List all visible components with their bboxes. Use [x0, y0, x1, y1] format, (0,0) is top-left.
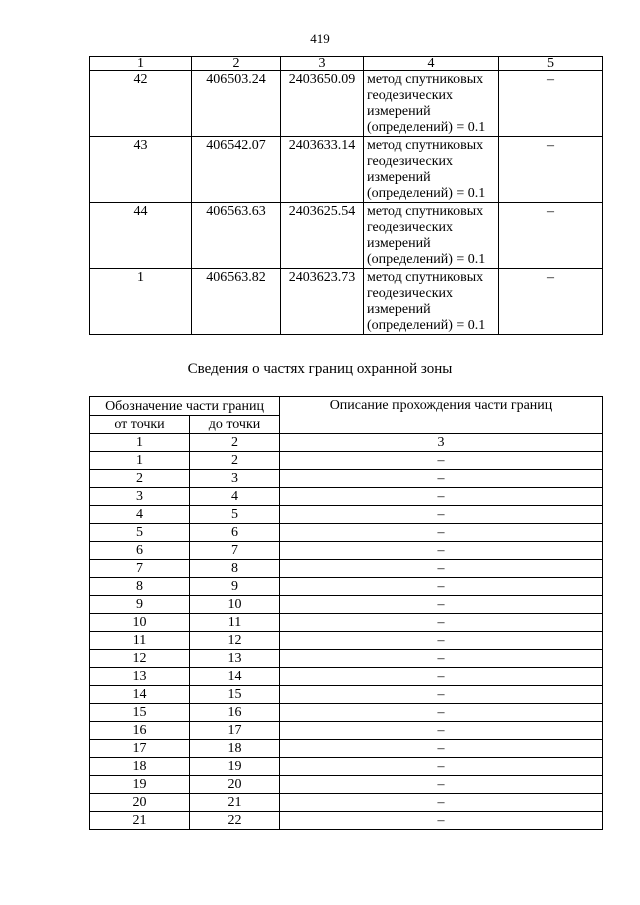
method-line: геодезических — [367, 154, 454, 169]
description-cell: – — [280, 488, 603, 506]
note-cell: – — [499, 269, 603, 335]
column-number-3: 3 — [281, 57, 364, 71]
y-coordinate-cell: 2403633.14 — [281, 137, 364, 203]
column-numbering-row — [90, 434, 603, 452]
method-line: метод спутниковых — [367, 72, 484, 87]
from-point-cell: 5 — [90, 524, 190, 542]
method-line: измерений — [367, 236, 431, 251]
description-cell: – — [280, 668, 603, 686]
method-line: (определений) = 0.1 — [367, 252, 486, 267]
method-line: (определений) = 0.1 — [367, 186, 486, 201]
point-number-cell: 44 — [90, 203, 192, 269]
to-point-cell: 9 — [190, 578, 280, 596]
table-row — [90, 686, 603, 704]
to-point-cell: 16 — [190, 704, 280, 722]
method-line: геодезических — [367, 220, 454, 235]
from-point-cell: 15 — [90, 704, 190, 722]
table-row — [90, 740, 603, 758]
from-point-cell: 13 — [90, 668, 190, 686]
method-line: измерений — [367, 170, 431, 185]
to-point-cell: 6 — [190, 524, 280, 542]
from-point-cell: 21 — [90, 812, 190, 830]
to-point-cell: 17 — [190, 722, 280, 740]
header-from-point: от точки — [90, 416, 190, 434]
point-number-cell: 42 — [90, 71, 192, 137]
table-row — [90, 794, 603, 812]
coordinates-table — [89, 56, 603, 335]
description-cell: – — [280, 614, 603, 632]
method-line: (определений) = 0.1 — [367, 120, 486, 135]
description-cell: – — [280, 506, 603, 524]
method-cell — [364, 203, 499, 269]
method-line: метод спутниковых — [367, 138, 484, 153]
to-point-cell: 5 — [190, 506, 280, 524]
table-row — [90, 470, 603, 488]
x-coordinate-cell: 406563.63 — [192, 203, 281, 269]
from-point-cell: 2 — [90, 470, 190, 488]
table-row — [90, 524, 603, 542]
table-row — [90, 722, 603, 740]
table-row — [90, 704, 603, 722]
table-row — [90, 452, 603, 470]
description-cell: – — [280, 722, 603, 740]
to-point-cell: 10 — [190, 596, 280, 614]
boundary-parts-table — [89, 396, 603, 830]
description-cell: – — [280, 560, 603, 578]
point-number-cell: 43 — [90, 137, 192, 203]
table-row — [90, 203, 603, 269]
to-point-cell: 8 — [190, 560, 280, 578]
to-point-cell: 7 — [190, 542, 280, 560]
from-point-cell: 9 — [90, 596, 190, 614]
description-cell: – — [280, 632, 603, 650]
from-point-cell: 6 — [90, 542, 190, 560]
table-row — [90, 632, 603, 650]
description-cell: – — [280, 794, 603, 812]
to-point-cell: 15 — [190, 686, 280, 704]
column-number-2: 2 — [192, 57, 281, 71]
from-point-cell: 1 — [90, 452, 190, 470]
note-cell: – — [499, 203, 603, 269]
description-cell: – — [280, 452, 603, 470]
method-cell — [364, 137, 499, 203]
table-row — [90, 668, 603, 686]
column-number-4: 4 — [364, 57, 499, 71]
description-cell: – — [280, 542, 603, 560]
y-coordinate-cell: 2403625.54 — [281, 203, 364, 269]
y-coordinate-cell: 2403650.09 — [281, 71, 364, 137]
y-coordinate-cell: 2403623.73 — [281, 269, 364, 335]
description-cell: – — [280, 740, 603, 758]
method-line: метод спутниковых — [367, 204, 484, 219]
method-line: метод спутниковых — [367, 270, 484, 285]
method-line: измерений — [367, 302, 431, 317]
x-coordinate-cell: 406503.24 — [192, 71, 281, 137]
to-point-cell: 20 — [190, 776, 280, 794]
column-number-2: 2 — [190, 434, 280, 452]
from-point-cell: 4 — [90, 506, 190, 524]
note-cell: – — [499, 71, 603, 137]
from-point-cell: 14 — [90, 686, 190, 704]
table-row — [90, 71, 603, 137]
header-description: Описание прохождения части границ — [280, 397, 603, 434]
table-row — [90, 650, 603, 668]
method-line: геодезических — [367, 88, 454, 103]
from-point-cell: 10 — [90, 614, 190, 632]
description-cell: – — [280, 776, 603, 794]
note-cell: – — [499, 137, 603, 203]
table-header-row — [90, 57, 603, 71]
page-number: 419 — [310, 31, 330, 46]
from-point-cell: 17 — [90, 740, 190, 758]
description-cell: – — [280, 524, 603, 542]
to-point-cell: 13 — [190, 650, 280, 668]
x-coordinate-cell: 406542.07 — [192, 137, 281, 203]
section-title: Сведения о частях границ охранной зоны — [187, 361, 453, 377]
to-point-cell: 22 — [190, 812, 280, 830]
table-row — [90, 560, 603, 578]
to-point-cell: 3 — [190, 470, 280, 488]
table-row — [90, 137, 603, 203]
table-row — [90, 269, 603, 335]
column-number-3: 3 — [280, 434, 603, 452]
method-line: измерений — [367, 104, 431, 119]
description-cell: – — [280, 704, 603, 722]
from-point-cell: 16 — [90, 722, 190, 740]
table-row — [90, 578, 603, 596]
table-row — [90, 488, 603, 506]
description-cell: – — [280, 812, 603, 830]
description-cell: – — [280, 686, 603, 704]
to-point-cell: 14 — [190, 668, 280, 686]
column-number-5: 5 — [499, 57, 603, 71]
table-row — [90, 596, 603, 614]
table-row — [90, 506, 603, 524]
to-point-cell: 18 — [190, 740, 280, 758]
from-point-cell: 11 — [90, 632, 190, 650]
description-cell: – — [280, 650, 603, 668]
from-point-cell: 3 — [90, 488, 190, 506]
description-cell: – — [280, 470, 603, 488]
to-point-cell: 2 — [190, 452, 280, 470]
method-line: геодезических — [367, 286, 454, 301]
table-header-row — [90, 397, 603, 416]
to-point-cell: 11 — [190, 614, 280, 632]
table-row — [90, 614, 603, 632]
point-number-cell: 1 — [90, 269, 192, 335]
header-to-point: до точки — [190, 416, 280, 434]
from-point-cell: 7 — [90, 560, 190, 578]
description-cell: – — [280, 596, 603, 614]
to-point-cell: 12 — [190, 632, 280, 650]
table-row — [90, 776, 603, 794]
to-point-cell: 19 — [190, 758, 280, 776]
description-cell: – — [280, 758, 603, 776]
method-cell — [364, 269, 499, 335]
from-point-cell: 18 — [90, 758, 190, 776]
table-row — [90, 542, 603, 560]
from-point-cell: 8 — [90, 578, 190, 596]
header-boundary-part: Обозначение части границ — [90, 397, 280, 416]
table-row — [90, 758, 603, 776]
from-point-cell: 20 — [90, 794, 190, 812]
from-point-cell: 19 — [90, 776, 190, 794]
table-row — [90, 812, 603, 830]
column-number-1: 1 — [90, 434, 190, 452]
to-point-cell: 21 — [190, 794, 280, 812]
from-point-cell: 12 — [90, 650, 190, 668]
method-cell — [364, 71, 499, 137]
x-coordinate-cell: 406563.82 — [192, 269, 281, 335]
column-number-1: 1 — [90, 57, 192, 71]
description-cell: – — [280, 578, 603, 596]
method-line: (определений) = 0.1 — [367, 318, 486, 333]
to-point-cell: 4 — [190, 488, 280, 506]
